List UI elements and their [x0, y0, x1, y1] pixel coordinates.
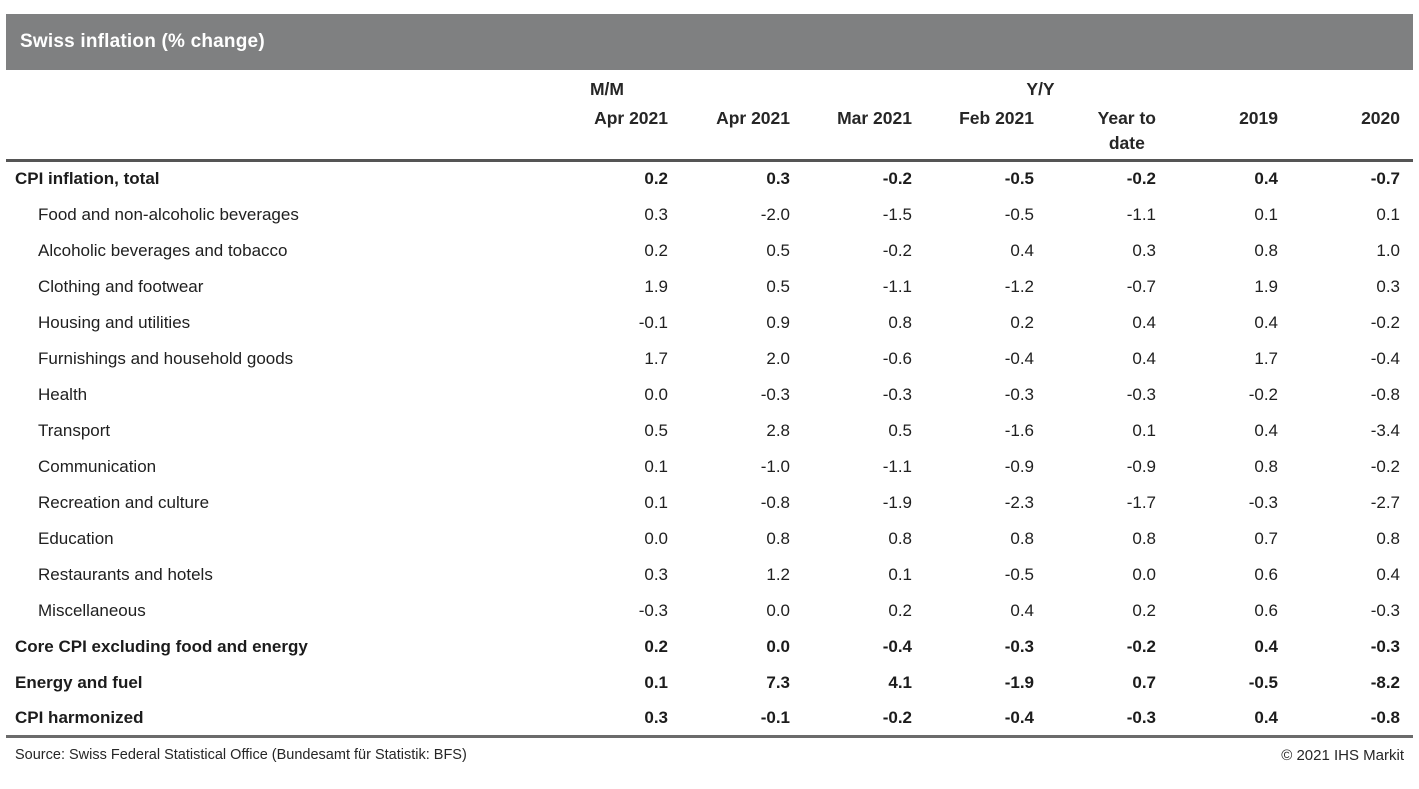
value-cell: 0.4	[1132, 348, 1156, 368]
column-header-label: Apr 2021	[716, 108, 790, 128]
value-cell: 0.1	[644, 672, 668, 692]
value-cell: 0.7	[1132, 672, 1156, 692]
value-cell: -0.2	[882, 240, 912, 260]
value-cell: -0.1	[638, 312, 668, 332]
value-cell: 0.3	[644, 204, 668, 224]
table-row	[6, 269, 1413, 305]
value-cell: -0.6	[882, 348, 912, 368]
group-header-spacer	[6, 70, 546, 101]
value-cell: 0.8	[1376, 528, 1400, 548]
value-cell: 0.8	[1010, 528, 1034, 548]
value-cell: 0.1	[1376, 204, 1400, 224]
value-cell: -0.3	[1004, 384, 1034, 404]
row-label: Health	[38, 384, 88, 404]
group-header-row	[6, 70, 1413, 101]
value-cell: 0.8	[888, 528, 912, 548]
table-row	[6, 413, 1413, 449]
row-label: Restaurants and hotels	[38, 564, 213, 584]
value-cell: 4.1	[888, 672, 912, 692]
value-cell: -0.3	[1034, 701, 1156, 737]
value-cell: 1.7	[644, 348, 668, 368]
value-cell: 0.6	[1254, 564, 1278, 584]
report-title: Swiss inflation (% change)	[20, 31, 265, 52]
column-header-label: Apr 2021	[594, 108, 668, 128]
value-cell: -2.0	[760, 204, 790, 224]
table-row	[6, 701, 1413, 737]
value-cell: -0.2	[790, 701, 912, 737]
value-cell: -0.5	[1004, 564, 1034, 584]
value-cell: 0.4	[1254, 312, 1278, 332]
row-label: Transport	[38, 420, 111, 440]
value-cell: -1.5	[882, 204, 912, 224]
value-cell: -0.7	[1370, 169, 1400, 189]
value-cell: -1.1	[1126, 204, 1156, 224]
value-cell: -1.1	[882, 456, 912, 476]
value-cell: 0.5	[644, 420, 668, 440]
value-cell: 0.1	[888, 564, 912, 584]
value-cell: 2.8	[766, 420, 790, 440]
column-header-spacer	[6, 101, 546, 161]
table-row	[6, 197, 1413, 233]
value-cell: 0.4	[1132, 312, 1156, 332]
table-row	[6, 377, 1413, 413]
column-header-label: Year to date	[1097, 108, 1156, 154]
value-cell: -0.5	[1248, 672, 1278, 692]
value-cell: 2.0	[766, 348, 790, 368]
value-cell: -0.8	[1278, 701, 1413, 737]
column-header	[546, 101, 668, 161]
table-row	[6, 233, 1413, 269]
value-cell: -0.5	[1004, 204, 1034, 224]
table-row	[6, 629, 1413, 665]
value-cell: 0.4	[1010, 600, 1034, 620]
value-cell: 0.8	[1132, 528, 1156, 548]
table-row	[6, 485, 1413, 521]
row-label: Education	[38, 528, 114, 548]
value-cell: 0.5	[766, 240, 790, 260]
value-cell: -0.2	[1370, 456, 1400, 476]
value-cell: -1.6	[1004, 420, 1034, 440]
value-cell: -0.2	[882, 169, 912, 189]
value-cell: -0.2	[1126, 636, 1156, 656]
value-cell: -1.7	[1126, 492, 1156, 512]
value-cell: 0.2	[644, 169, 668, 189]
column-header	[1278, 101, 1413, 161]
value-cell: 0.0	[766, 600, 790, 620]
value-cell: -0.2	[1126, 169, 1156, 189]
table-row	[6, 521, 1413, 557]
row-label: Energy and fuel	[15, 672, 143, 692]
column-header-label: Mar 2021	[837, 108, 912, 128]
inflation-table	[6, 70, 1413, 738]
column-header	[790, 101, 912, 161]
value-cell: 0.4	[1254, 169, 1278, 189]
row-label: Food and non-alcoholic beverages	[38, 204, 299, 224]
table-row	[6, 593, 1413, 629]
table-row	[6, 665, 1413, 701]
value-cell: -0.4	[1004, 348, 1034, 368]
value-cell: 0.3	[1376, 276, 1400, 296]
value-cell: -0.3	[1004, 636, 1034, 656]
table-row	[6, 161, 1413, 197]
table-body	[6, 161, 1413, 737]
value-cell: 0.2	[644, 636, 668, 656]
value-cell: 0.1	[644, 492, 668, 512]
value-cell: 1.7	[1254, 348, 1278, 368]
value-cell: -0.8	[760, 492, 790, 512]
row-label: CPI inflation, total	[15, 169, 160, 189]
title-bar	[6, 14, 1413, 70]
value-cell: -2.7	[1370, 492, 1400, 512]
value-cell: 0.3	[1132, 240, 1156, 260]
value-cell: -1.9	[882, 492, 912, 512]
value-cell: 0.4	[1010, 240, 1034, 260]
row-label: Recreation and culture	[38, 492, 210, 512]
value-cell: -0.3	[1370, 600, 1400, 620]
source-note: Source: Swiss Federal Statistical Office (Bundesamt für Statistik: BFS)	[15, 747, 467, 763]
value-cell: 0.9	[766, 312, 790, 332]
column-header-label: Feb 2021	[959, 108, 1034, 128]
value-cell: 0.3	[546, 701, 668, 737]
row-label: Miscellaneous	[38, 600, 146, 620]
row-label: Communication	[38, 456, 157, 476]
value-cell: 0.4	[1376, 564, 1400, 584]
value-cell: -0.2	[1370, 312, 1400, 332]
value-cell: -0.8	[1370, 384, 1400, 404]
value-cell: -3.4	[1370, 420, 1400, 440]
table-row	[6, 449, 1413, 485]
value-cell: 0.4	[1156, 701, 1278, 737]
value-cell: 1.0	[1376, 240, 1400, 260]
value-cell: -1.1	[882, 276, 912, 296]
value-cell: -0.9	[1004, 456, 1034, 476]
value-cell: 0.8	[1254, 240, 1278, 260]
value-cell: -0.3	[1126, 384, 1156, 404]
value-cell: 1.9	[1254, 276, 1278, 296]
value-cell: -0.7	[1126, 276, 1156, 296]
value-cell: 0.7	[1254, 528, 1278, 548]
value-cell: -1.2	[1004, 276, 1034, 296]
value-cell: -0.1	[668, 701, 790, 737]
copyright-note: © 2021 IHS Markit	[1281, 747, 1404, 764]
value-cell: 0.8	[1254, 456, 1278, 476]
column-header-label: 2019	[1239, 108, 1278, 128]
column-header-label: 2020	[1361, 108, 1400, 128]
group-header-yy: Y/Y	[1026, 79, 1055, 99]
value-cell: 0.2	[644, 240, 668, 260]
value-cell: -8.2	[1370, 672, 1400, 692]
row-label: Core CPI excluding food and energy	[15, 636, 308, 656]
value-cell: 0.0	[644, 384, 668, 404]
value-cell: -0.3	[1248, 492, 1278, 512]
footer	[6, 738, 1413, 764]
value-cell: 0.8	[766, 528, 790, 548]
value-cell: -0.3	[882, 384, 912, 404]
value-cell: 1.9	[644, 276, 668, 296]
row-label: Clothing and footwear	[38, 276, 204, 296]
value-cell: 0.4	[1254, 420, 1278, 440]
value-cell: -0.3	[1370, 636, 1400, 656]
group-header-mm: M/M	[589, 79, 625, 99]
value-cell: 0.1	[1254, 204, 1278, 224]
value-cell: -0.4	[912, 701, 1034, 737]
value-cell: 1.2	[766, 564, 790, 584]
column-header	[1156, 101, 1278, 161]
value-cell: 0.0	[644, 528, 668, 548]
table-header	[6, 70, 1413, 161]
table-row	[6, 557, 1413, 593]
value-cell: 0.6	[1254, 600, 1278, 620]
value-cell: -2.3	[1004, 492, 1034, 512]
value-cell: 0.3	[766, 169, 790, 189]
value-cell: -0.4	[1370, 348, 1400, 368]
value-cell: 0.0	[1132, 564, 1156, 584]
value-cell: 0.8	[888, 312, 912, 332]
column-header	[668, 101, 790, 161]
value-cell: 0.3	[644, 564, 668, 584]
column-header	[912, 101, 1034, 161]
row-label: Furnishings and household goods	[38, 348, 294, 368]
value-cell: -0.3	[638, 600, 668, 620]
table-row	[6, 341, 1413, 377]
value-cell: 0.0	[766, 636, 790, 656]
value-cell: 0.5	[888, 420, 912, 440]
column-header-row	[6, 101, 1413, 161]
value-cell: -1.0	[760, 456, 790, 476]
column-header	[1034, 101, 1156, 161]
value-cell: -0.2	[1248, 384, 1278, 404]
row-label: Alcoholic beverages and tobacco	[38, 240, 288, 260]
value-cell: -0.3	[760, 384, 790, 404]
row-label: Housing and utilities	[38, 312, 191, 332]
value-cell: 0.4	[1254, 636, 1278, 656]
value-cell: 0.5	[766, 276, 790, 296]
row-label: CPI harmonized	[6, 701, 546, 737]
value-cell: -0.4	[882, 636, 912, 656]
value-cell: 0.1	[1132, 420, 1156, 440]
value-cell: -1.9	[1004, 672, 1034, 692]
value-cell: -0.9	[1126, 456, 1156, 476]
value-cell: 0.2	[888, 600, 912, 620]
value-cell: -0.5	[1004, 169, 1034, 189]
table-row	[6, 305, 1413, 341]
value-cell: 7.3	[766, 672, 790, 692]
value-cell: 0.2	[1132, 600, 1156, 620]
value-cell: 0.2	[1010, 312, 1034, 332]
value-cell: 0.1	[644, 456, 668, 476]
